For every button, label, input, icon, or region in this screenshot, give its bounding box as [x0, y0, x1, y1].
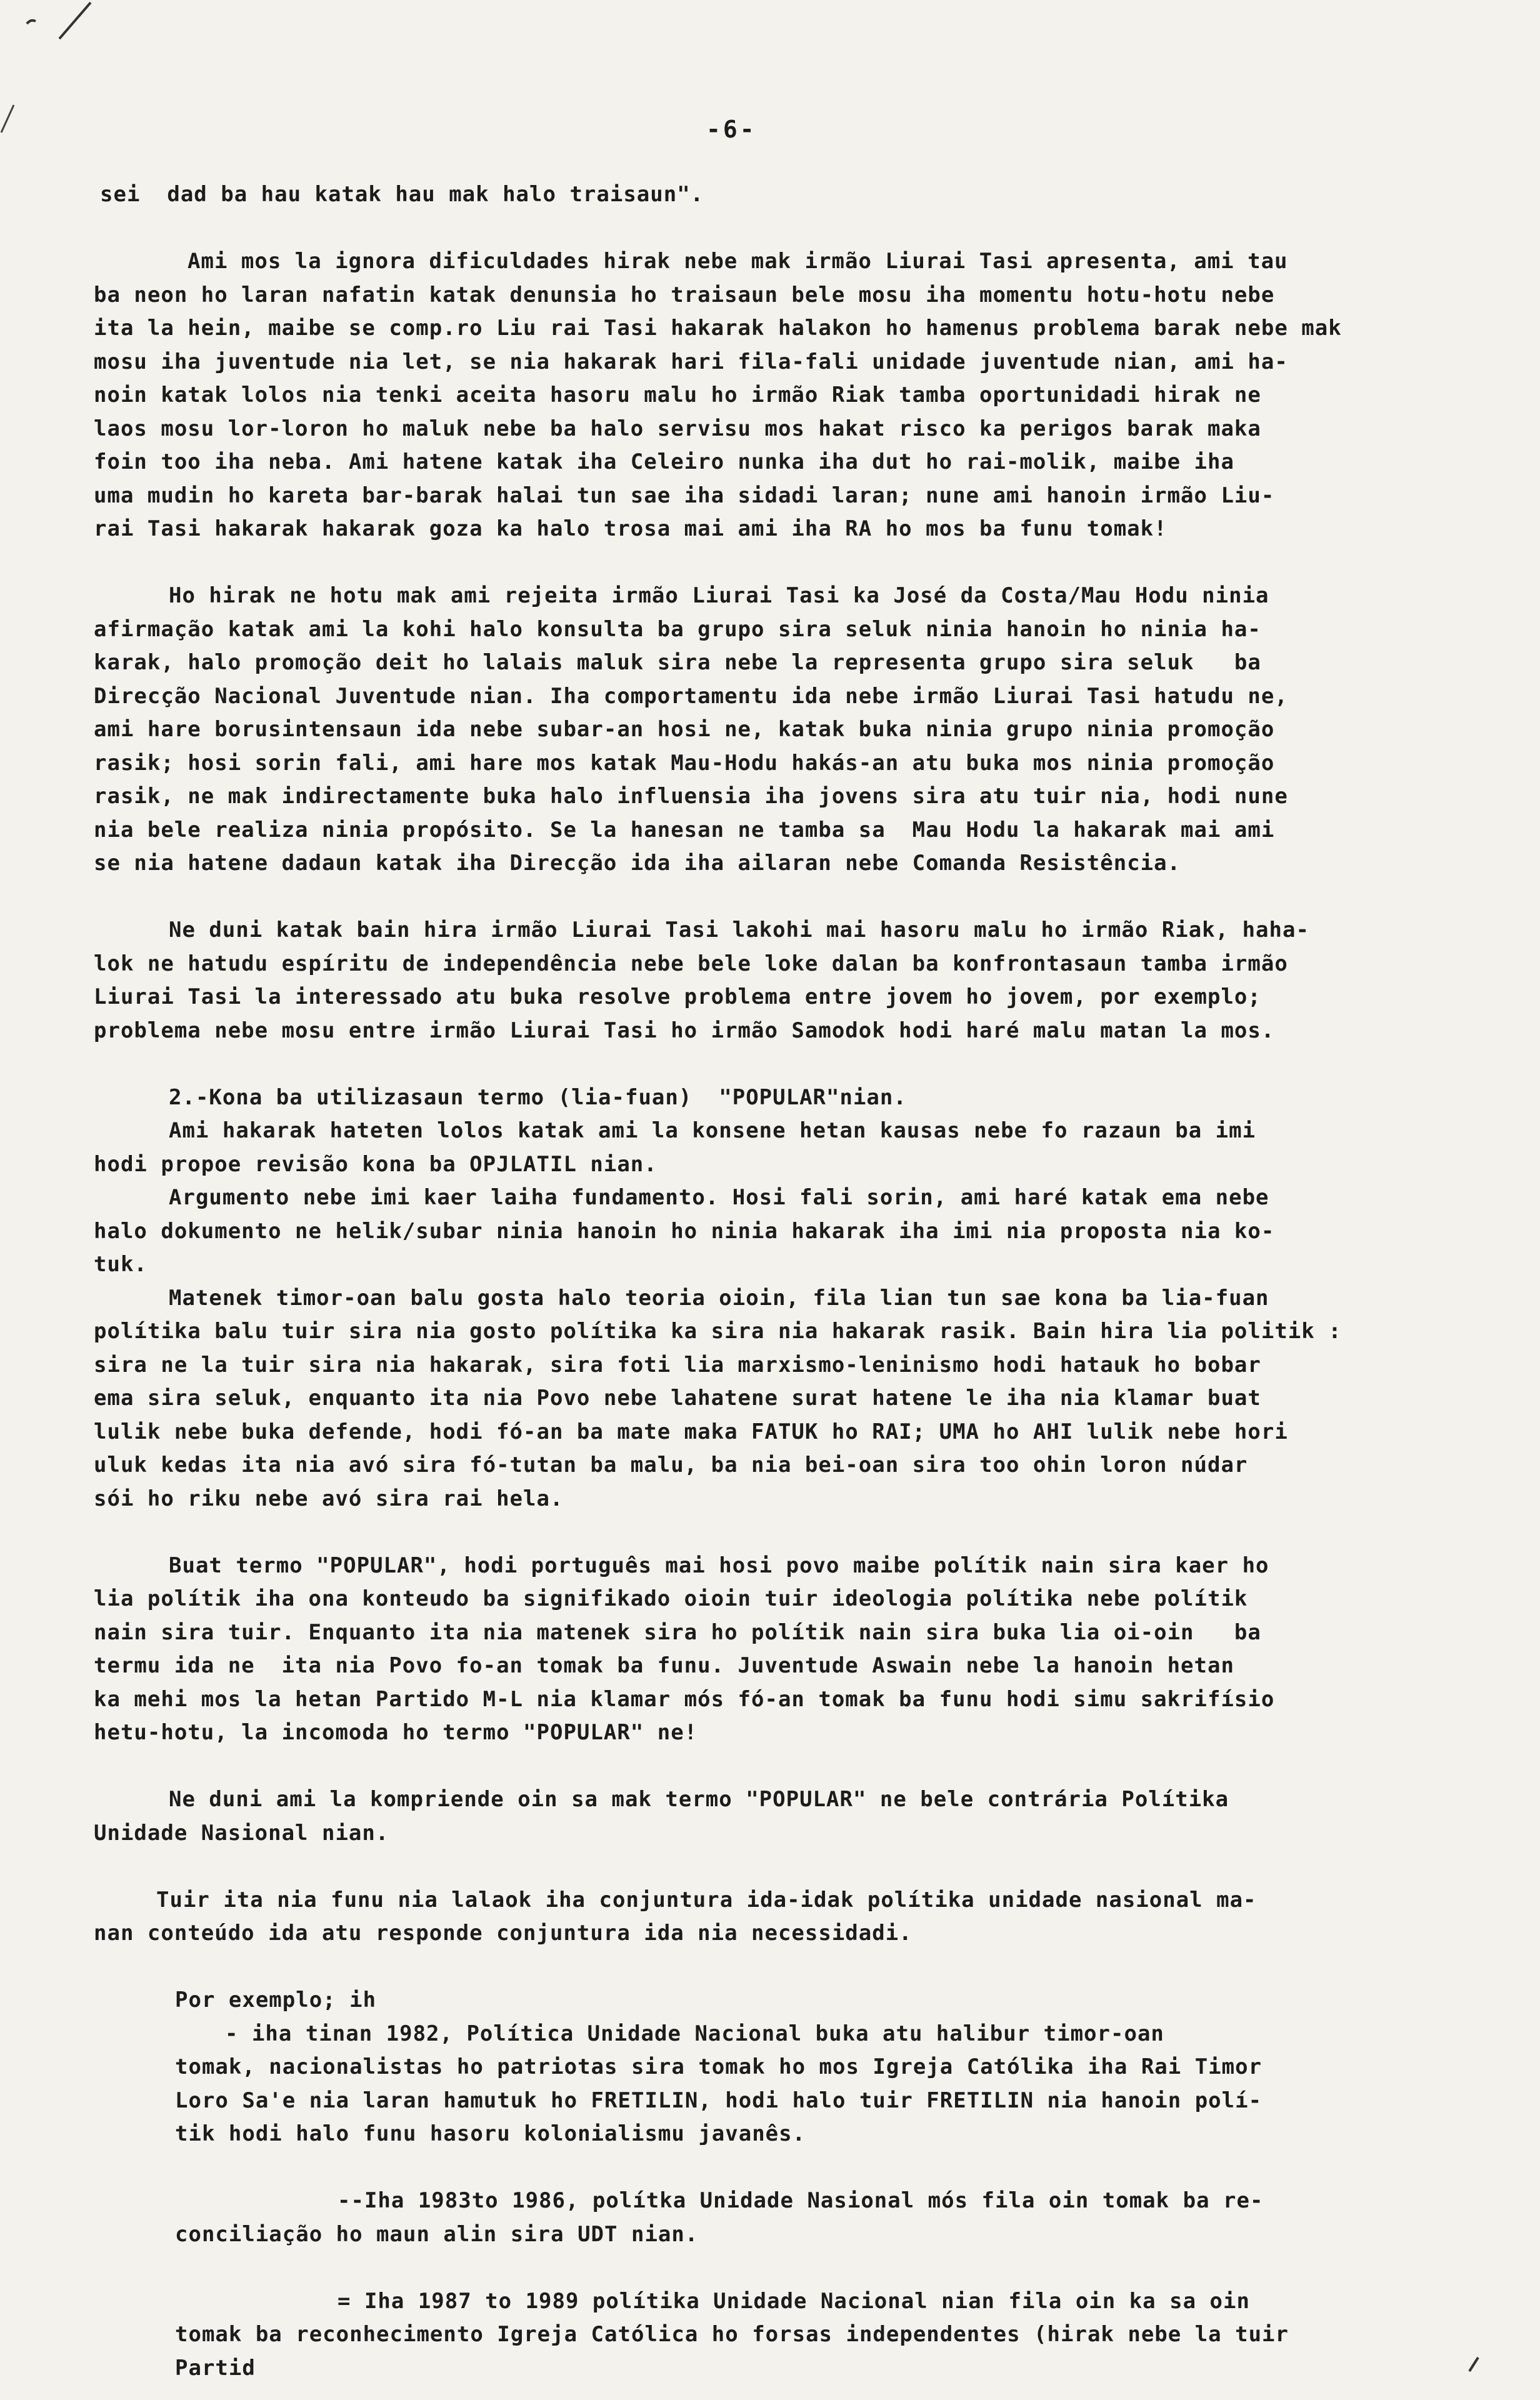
paragraph-gap	[75, 1516, 1525, 1549]
text-line: polítika balu tuir sira nia gosto polítika ka sira nia hakarak rasik. Bain hira lia politik :	[94, 1319, 1342, 1344]
text-line: sei dad ba hau katak hau mak halo traisaun".	[100, 182, 704, 207]
text-line: nan conteúdo ida atu responde conjuntura ida nia necessidadi.	[94, 1921, 912, 1946]
text-line: Ami mos la ignora dificuldades hirak nebe mak irmão Liurai Tasi apresenta, ami tau	[188, 249, 1288, 274]
paragraph-gap	[75, 1951, 1525, 1984]
text-line: Ami hakarak hateten lolos katak ami la konsene hetan kausas nebe fo razaun ba imi	[169, 1118, 1256, 1143]
text-line: Direcção Nacional Juventude nian. Iha comportamentu ida nebe irmão Liurai Tasi hatudu ne,	[94, 683, 1288, 709]
text-line: Tuir ita nia funu nia lalaok iha conjuntura ida-idak polítika unidade nasional ma-	[156, 1887, 1257, 1912]
paragraph-gap	[75, 1048, 1525, 1081]
text-line: lok ne hatudu espíritu de independência nebe bele loke dalan ba konfrontasaun tamba irmão	[94, 951, 1288, 976]
text-line: Ho hirak ne hotu mak ami rejeita irmão Liurai Tasi ka José da Costa/Mau Hodu ninia	[169, 583, 1269, 608]
text-line: laos mosu lor-loron ho maluk nebe ba halo servisu mos hakat risco ka perigos barak maka	[94, 416, 1261, 441]
text-line: Ne duni katak bain hira irmão Liurai Tasi lakohi mai hasoru malu ho irmão Riak, haha-	[169, 918, 1309, 942]
text-line: problema nebe mosu entre irmão Liurai Tasi ho irmão Samodok hodi haré malu matan la mos.	[94, 1018, 1275, 1043]
paragraph-gap	[75, 546, 1525, 580]
text-line: sói ho riku nebe avó sira rai hela.	[94, 1486, 564, 1511]
text-line: nia bele realiza ninia propósito. Se la hanesan ne tamba sa Mau Hodu la hakarak mai ami	[94, 817, 1275, 842]
text-line: Argumento nebe imi kaer laiha fundamento. Hosi fali sorin, ami haré katak ema nebe	[169, 1185, 1269, 1210]
text-line: karak, halo promoção deit ho lalais maluk sira nebe la representa grupo sira seluk ba	[94, 650, 1261, 675]
text-line: Liurai Tasi la interessado atu buka resolve problema entre jovem ho jovem, por exemplo;	[94, 984, 1261, 1009]
text-line: mosu iha juventude nia let, se nia hakarak hari fila-fali unidade juventude nian, ami ha-	[94, 349, 1288, 374]
text-line: Loro Sa'e nia laran hamutuk ho FRETILIN, hodi halo tuir FRETILIN nia hanoin polí-	[175, 2088, 1262, 2113]
text-line: tuk.	[94, 1252, 148, 1277]
text-line: - iha tinan 1982, Política Unidade Nacional buka atu halibur timor-oan	[225, 2021, 1164, 2046]
text-line: = Iha 1987 to 1989 polítika Unidade Nacional nian fila oin ka sa oin	[338, 2288, 1250, 2314]
paragraph-gap	[75, 881, 1525, 914]
text-line: Buat termo "POPULAR", hodi português mai hosi povo maibe polítik nain sira kaer ho	[169, 1552, 1269, 1578]
text-line: ba neon ho laran nafatin katak denunsia ho traisaun bele mosu iha momentu hotu-hotu nebe	[94, 282, 1275, 308]
text-line: rai Tasi hakarak hakarak goza ka halo trosa mai ami iha RA ho mos ba funu tomak!	[94, 516, 1168, 541]
paragraph-gap	[75, 1850, 1525, 1884]
text-line: noin katak lolos nia tenki aceita hasoru malu ho irmão Riak tamba oportunidadi hirak ne	[94, 382, 1261, 408]
text-line: Ne duni ami la kompriende oin sa mak termo "POPULAR" ne bele contrária Polítika	[169, 1787, 1229, 1812]
pen-stroke-mark	[22, 0, 97, 44]
margin-stroke-mark	[0, 100, 19, 138]
text-line: Unidade Nasional nian.	[94, 1820, 389, 1846]
text-line: ka mehi mos la hetan Partido M-L nia klamar mós fó-an tomak ba funu hodi simu sakrifísio	[94, 1686, 1275, 1712]
paragraph-gap	[75, 1750, 1525, 1784]
text-line: se nia hatene dadaun katak iha Direcção ida iha ailaran nebe Comanda Resistência.	[94, 851, 1181, 876]
text-line: termu ida ne ita nia Povo fo-an tomak ba funu. Juventude Aswain nebe la hanoin hetan	[94, 1653, 1234, 1678]
text-line: --Iha 1983to 1986, polítka Unidade Nasional mós fila oin tomak ba re-	[338, 2188, 1264, 2213]
text-line: Partid	[175, 2355, 256, 2381]
paragraph-gap	[75, 212, 1525, 246]
text-line: lia polítik iha ona konteudo ba signifikado oioin tuir ideologia polítika nebe polítik	[94, 1586, 1248, 1611]
text-line: ema sira seluk, enquanto ita nia Povo nebe lahatene surat hatene le iha nia klamar buat	[94, 1386, 1261, 1411]
paragraph-gap	[75, 2251, 1525, 2285]
text-line: conciliação ho maun alin sira UDT nian.	[175, 2221, 699, 2247]
text-line: afirmação katak ami la kohi halo konsulta ba grupo sira seluk ninia hanoin ho ninia ha-	[94, 616, 1261, 642]
text-line: ami hare borusintensaun ida nebe subar-an hosi ne, katak buka ninia grupo ninia promoção	[94, 717, 1275, 742]
document-body	[75, 178, 1525, 2385]
text-line: tomak ba reconhecimento Igreja Católica ho forsas independentes (hirak nebe la tuir	[175, 2322, 1289, 2347]
text-line: rasik, ne mak indirectamente buka halo influensia iha jovens sira atu tuir nia, hodi nune	[94, 784, 1288, 809]
text-line: hodi propoe revisão kona ba OPJLATIL nian.	[94, 1151, 658, 1177]
text-line: halo dokumento ne helik/subar ninia hanoin ho ninia hakarak iha imi nia proposta nia ko-	[94, 1218, 1275, 1244]
text-line: rasik; hosi sorin fali, ami hare mos katak Mau-Hodu hakás-an atu buka mos ninia promoção	[94, 750, 1275, 776]
text-line: Por exemplo; ih	[175, 1988, 377, 2012]
text-line: ita la hein, maibe se comp.ro Liu rai Tasi hakarak halakon ho hamenus problema barak nebe mak	[94, 316, 1342, 341]
text-line: lulik nebe buka defende, hodi fó-an ba mate maka FATUK ho RAI; UMA ho AHI lulik nebe hori	[94, 1419, 1288, 1444]
text-line: tomak, nacionalistas ho patriotas sira tomak ho mos Igreja Católika iha Rai Timor	[175, 2054, 1262, 2079]
text-line: tik hodi halo funu hasoru kolonialismu javanês.	[175, 2121, 806, 2146]
text-line: uluk kedas ita nia avó sira fó-tutan ba malu, ba nia bei-oan sira too ohin loron núdar	[94, 1452, 1248, 1478]
text-line: Matenek timor-oan balu gosta halo teoria oioin, fila lian tun sae kona ba lia-fuan	[169, 1285, 1269, 1311]
text-line: uma mudin ho kareta bar-barak halai tun sae iha sidadi laran; nune ami hanoin irmão Liu-	[94, 482, 1275, 508]
text-line: 2.-Kona ba utilizasaun termo (lia-fuan) "POPULAR"nian.	[169, 1084, 907, 1110]
text-line: sira ne la tuir sira nia hakarak, sira foti lia marxismo-leninismo hodi hatauk ho bobar	[94, 1352, 1261, 1378]
page-number: -6-	[706, 116, 757, 143]
paragraph-gap	[75, 2151, 1525, 2185]
text-line: nain sira tuir. Enquanto ita nia matenek sira ho polítik nain sira buka lia oi-oin ba	[94, 1619, 1261, 1645]
text-line: hetu-hotu, la incomoda ho termo "POPULAR" ne!	[94, 1720, 698, 1745]
text-line: foin too iha neba. Ami hatene katak iha Celeiro nunka iha dut ho rai-molik, maibe iha	[94, 449, 1234, 474]
